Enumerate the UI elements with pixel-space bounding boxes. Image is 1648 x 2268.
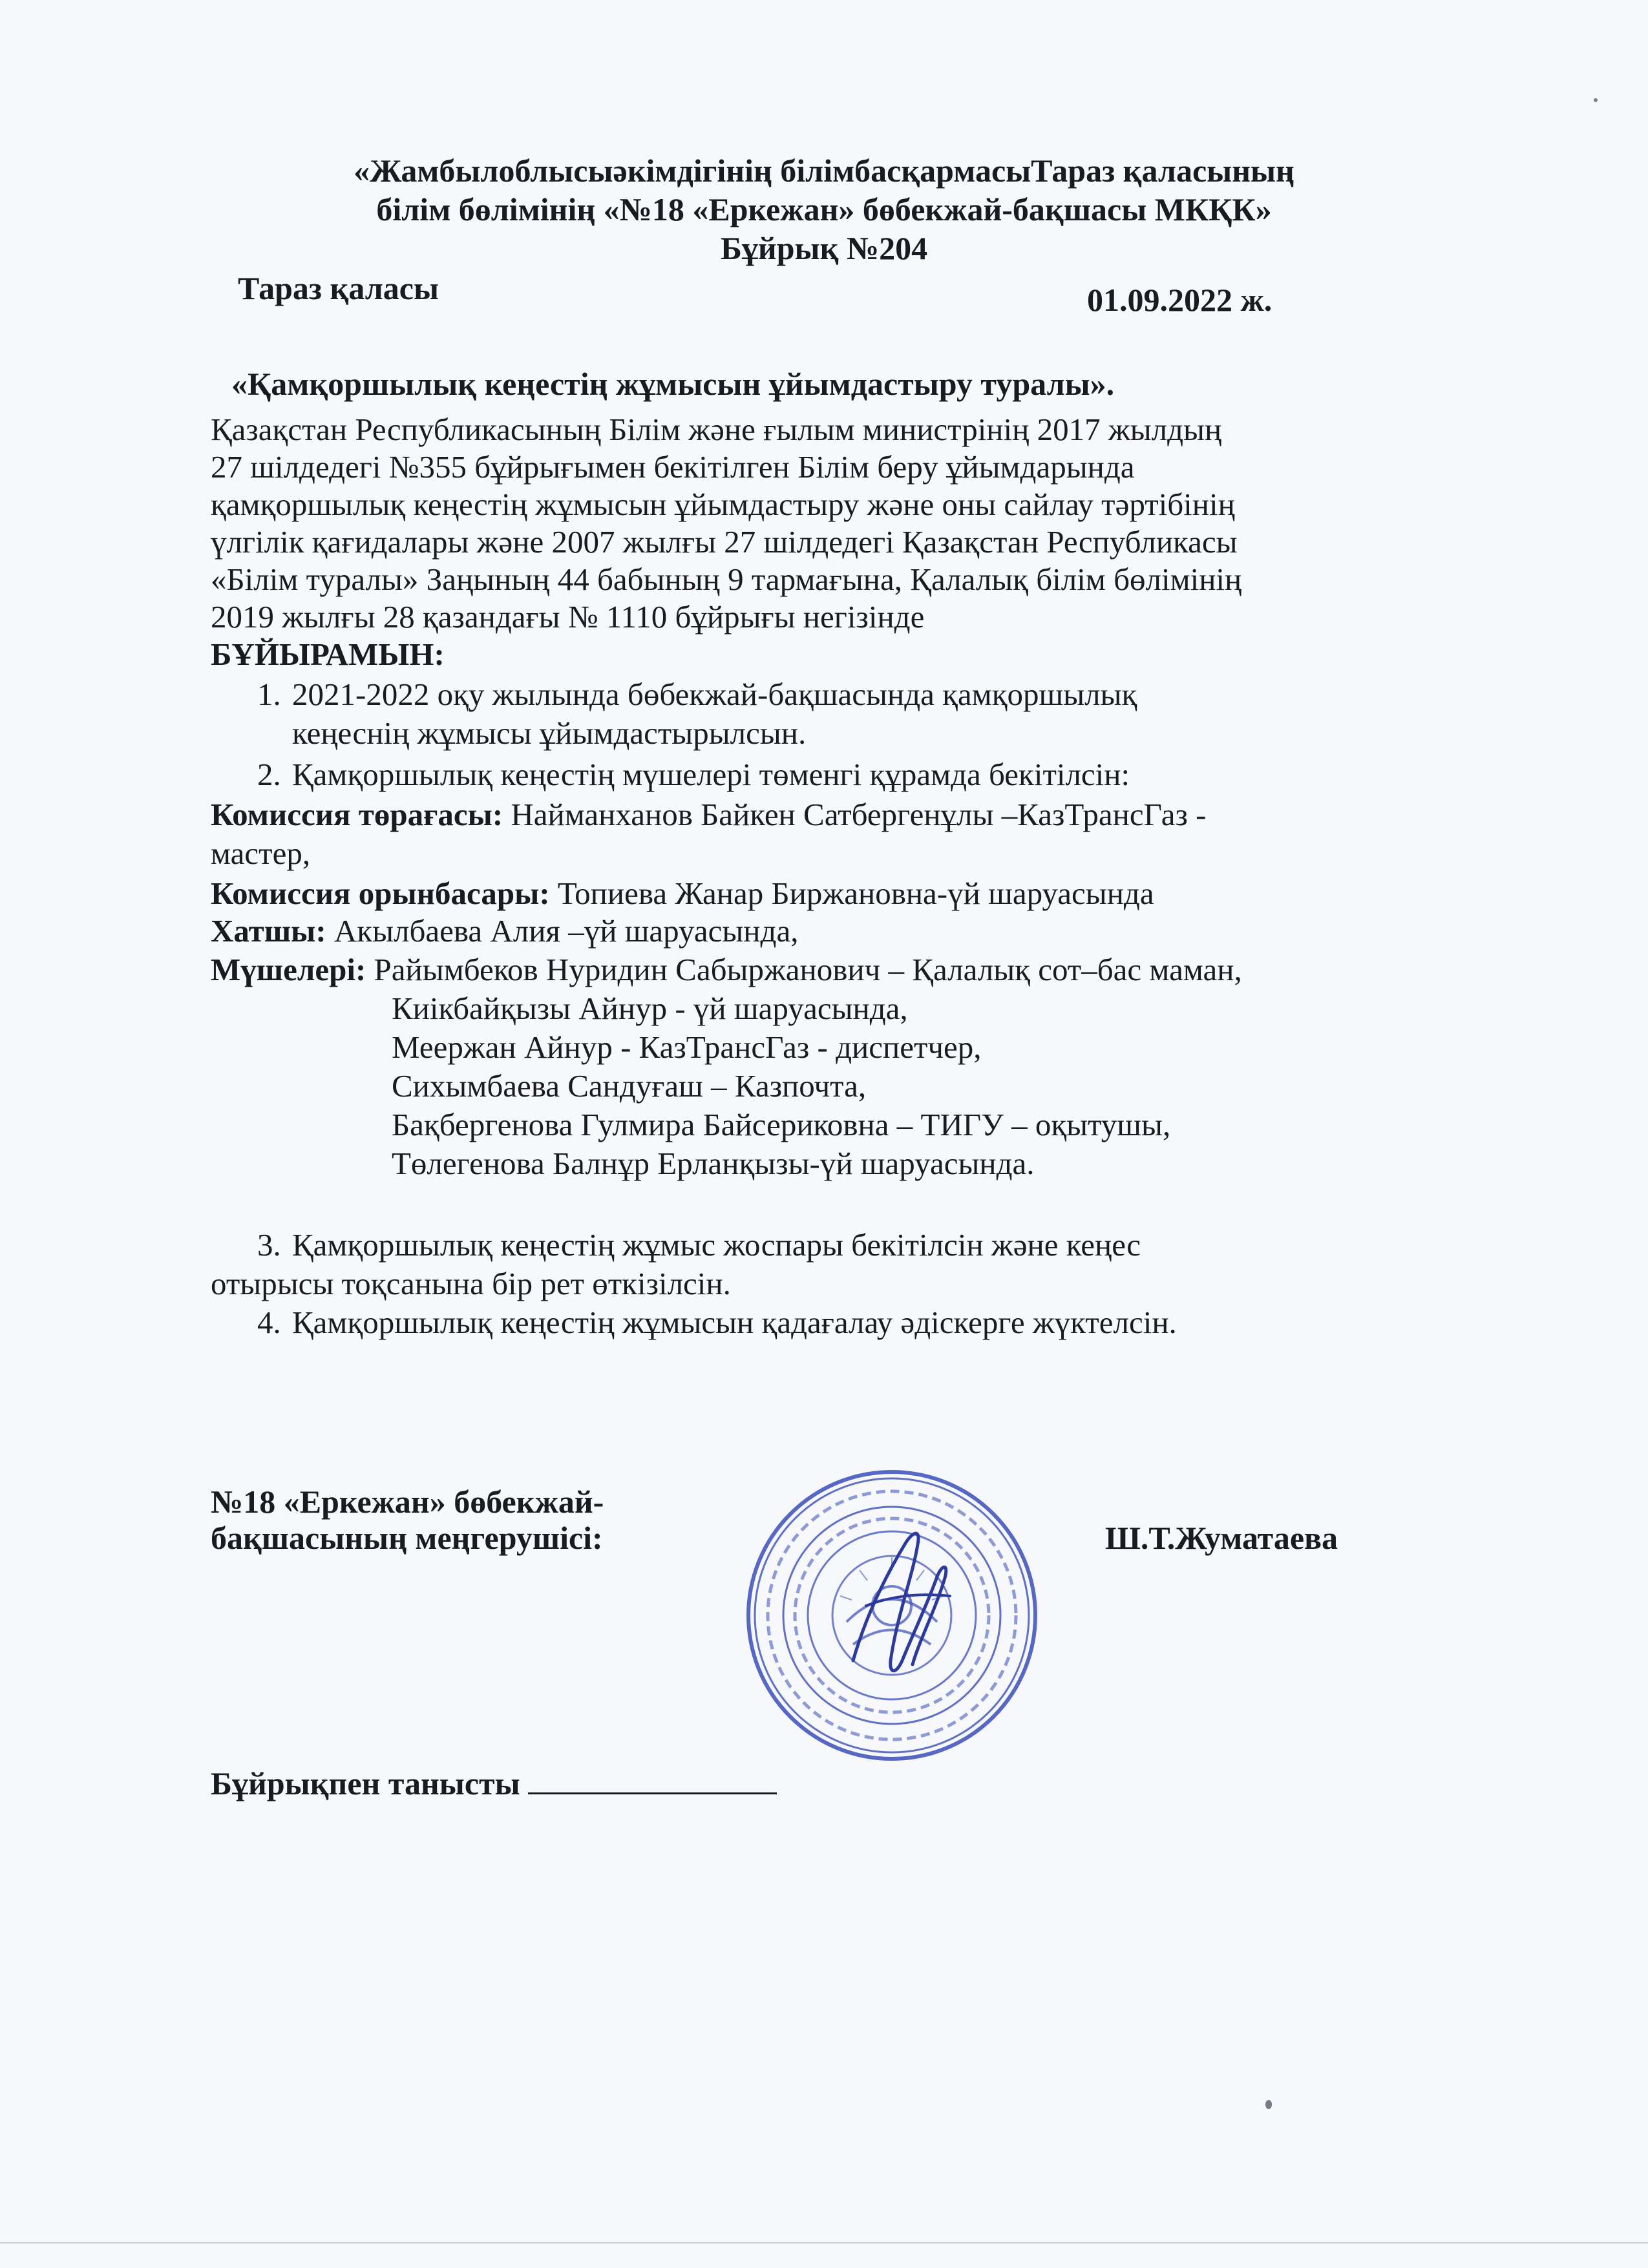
commission-deputy <box>211 875 1154 912</box>
item-1-line-2: кеңеснің жұмысы ұйымдастырылсын. <box>292 715 807 751</box>
header-line-2: білім бөлімінің «№18 «Еркежан» бөбекжай-бақшасы МКҚК» <box>376 191 1272 227</box>
order-date: 01.09.2022 ж. <box>1087 282 1273 318</box>
preamble-line-1: Қазақстан Республикасының Білім және ғылым министрінің 2017 жылдың <box>211 412 1222 447</box>
member-4: Сихымбаева Сандуғаш – Казпочта, <box>392 1068 867 1104</box>
item-1-number: 1. <box>257 677 281 712</box>
header-line-1: «Жамбылоблысыәкімдігінің білімбасқармасыТараз қаласының <box>354 152 1294 189</box>
scan-edge-line <box>0 2242 1648 2243</box>
chair-value: Найманханов Байкен Сатбергенұлы –КазТрансГаз - <box>503 797 1207 832</box>
preamble-line-6: 2019 жылғы 28 қазандағы № 1110 бұйрығы негізінде <box>211 599 925 635</box>
chair-continued: мастер, <box>211 835 311 871</box>
item-3-line-1: Қамқоршылық кеңестің жұмыс жоспары бекітілсін және кеңес <box>292 1227 1141 1263</box>
secretary-value: Акылбаева Алия –үй шаруасында, <box>326 913 799 949</box>
order-word: БҰЙЫРАМЫН: <box>211 636 445 672</box>
item-2-text: Қамқоршылық кеңестің мүшелері төменгі құрамда бекітілсін: <box>292 757 1130 792</box>
commission-chair <box>211 796 1206 834</box>
member-2: Киікбайқызы Айнур - үй шаруасында, <box>392 991 908 1026</box>
order-title: «Қамқоршылық кеңестің жұмысын ұйымдастыру туралы». <box>231 366 1115 402</box>
acquainted-signature-blank <box>528 1764 777 1794</box>
members-label: Мүшелері: <box>211 952 366 987</box>
preamble-line-5: «Білім туралы» Заңының 44 бабының 9 тармағына, Қалалық білім бөлімінің <box>211 562 1242 597</box>
preamble-line-3: қамқоршылық кеңестің жұмысын ұйымдастыру және оны сайлау тәртібінің <box>211 487 1235 522</box>
signature-name: Ш.Т.Жуматаева <box>1105 1520 1338 1556</box>
order-number: Бұйрық №204 <box>720 230 928 266</box>
official-stamp-icon <box>743 1467 1041 1764</box>
commission-members <box>211 951 1242 989</box>
item-1-line-1: 2021-2022 оқу жылында бөбекжай-бақшасында қамқоршылық <box>292 677 1137 712</box>
item-3-line-2: отырысы тоқсанына бір рет өткізілсін. <box>211 1266 731 1301</box>
scan-speck <box>1594 98 1598 102</box>
preamble-line-4: үлгілік қағидалары және 2007 жылғы 27 шілдедегі Қазақстан Республикасы <box>211 524 1238 560</box>
preamble-line-2: 27 шілдедегі №355 бұйрығымен бекітілген Білім беру ұйымдарында <box>211 449 1135 485</box>
acquainted-label: Бұйрықпен танысты <box>211 1765 520 1801</box>
acquainted-line <box>211 1764 777 1801</box>
signature-org-line-1: №18 «Еркежан» бөбекжай- <box>211 1484 604 1520</box>
city: Тараз қаласы <box>238 270 439 306</box>
signature-org-line-2: бақшасының меңгерушісі: <box>211 1520 603 1556</box>
deputy-label: Комиссия орынбасары: <box>211 876 550 911</box>
commission-secretary <box>211 912 798 950</box>
item-2-number: 2. <box>257 757 281 792</box>
member-5: Бақбергенова Гулмира Байсериковна – ТИГУ – оқытушы, <box>392 1107 1171 1142</box>
member-3: Меержан Айнур - КазТрансГаз - диспетчер, <box>392 1029 982 1065</box>
item-3-number: 3. <box>257 1227 281 1263</box>
member-6: Төлегенова Балнұр Ерланқызы-үй шаруасында. <box>392 1146 1035 1181</box>
member-1: Райымбеков Нуридин Сабыржанович – Қалалық сот–бас маман, <box>366 952 1242 987</box>
secretary-label: Хатшы: <box>211 913 326 949</box>
scan-speck <box>1265 2100 1272 2109</box>
item-4-text: Қамқоршылық кеңестің жұмысын қадағалау әдіскерге жүктелсін. <box>292 1305 1177 1340</box>
chair-label: Комиссия төрағасы: <box>211 797 503 832</box>
item-4-number: 4. <box>257 1305 281 1340</box>
deputy-value: Топиева Жанар Биржановна-үй шаруасында <box>549 876 1154 911</box>
